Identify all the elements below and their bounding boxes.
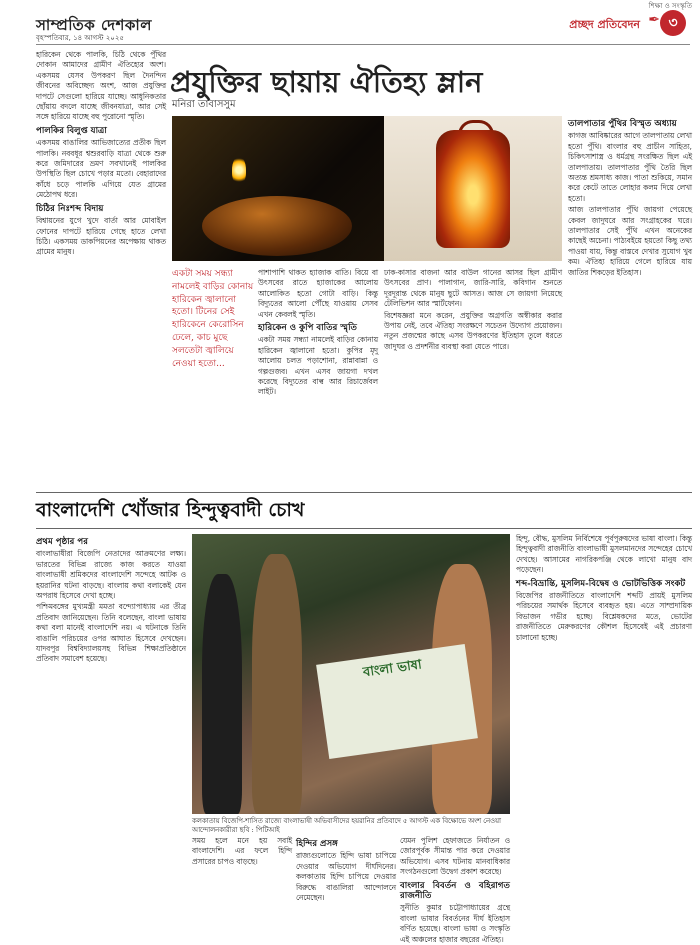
headline-rule xyxy=(36,528,692,529)
header-rule xyxy=(36,44,690,45)
paragraph: রাজ্যগুলোতে হিন্দি ভাষা চাপিয়ে দেওয়ার অভিযোগ দীর্ঘদিনের। কলকাতায় হিন্দি চাপিয়ে দেওয়ার বিরুদ্ধে বাঙালিরা আন্দোলনে নেমেছেন। xyxy=(296,851,396,903)
section-label: প্রচ্ছদ প্রতিবেদন xyxy=(569,18,640,31)
subheading: পালকির বিলুপ্ত যাত্রা xyxy=(36,125,107,136)
page-number: ৩ xyxy=(660,10,686,36)
protest-banner: বাংলা ভাষা xyxy=(316,644,478,759)
article1-column-4 xyxy=(568,116,692,490)
paragraph: ঢাক-কাসার বাজনা আর বাউল গানের আসর ছিল গ্রামীণ উৎসবের প্রাণ। পালাগান, জারি-সারি, কবিগান শুনতে দূরদূরান্ত থেকে মানুষ ছুটে আসত। আজ সে জায়গা নিয়েছে টেলিভিশন আর স্মার্টফোন। xyxy=(384,268,562,309)
protester xyxy=(202,574,242,814)
article2-headline: বাংলাদেশি খোঁজার হিন্দুত্ববাদী চোখ xyxy=(36,499,305,521)
paragraph: কাগজ আবিষ্কারের আগে তালপাতায় লেখা হতো পুঁথি। বাংলার বহু প্রাচীন সাহিত্য, চিকিৎসাশাস্ত্র ও ধর্মগ্রন্থ সংরক্ষিত ছিল এই তালপাতায়। তালপাতার পুঁথি তৈরি ছিল অত্যন্ত শ্রমসাধ্য কাজ। পাতা শুকিয়ে, সমান করে কেটে তাতে লোহার কলম দিয়ে লেখা হতো। xyxy=(568,131,692,203)
subheading: শব্দ-বিভ্রান্তি, মুসলিম-বিদ্বেষ ও ভোটভিত্তিক সংকট xyxy=(516,578,686,589)
publication-date: বৃহস্পতিবার, ১৪ আগস্ট ২০২৫ xyxy=(36,34,124,42)
paragraph: একটা সময় সন্ধ্যা নামলেই বাড়ির কোনায় হারিকেন জ্বালানো হতো। কুপির মৃদু আলোয় চলত পড়াশোনা, রান্নাবান্না ও গল্পগুজব। এখন এসব জায়গা দখল করেছে বিদ্যুতের বাল্ব আর রিচার্জেবল লাইট। xyxy=(258,335,378,397)
paragraph: বিশ্বায়নের যুগে খুদে বার্তা আর মোবাইল ফোনের দাপটে হারিয়ে গেছে হাতে লেখা চিঠি। একসময় ডাকপিয়নের অপেক্ষায় থাকত গ্রামের মানুষ। xyxy=(36,216,166,257)
protest-photo xyxy=(192,534,510,814)
article1-column-1 xyxy=(36,50,166,490)
masthead: সাম্প্রতিক দেশকাল xyxy=(36,16,152,34)
paragraph: একসময় বাঙালির আভিজাত্যের প্রতীক ছিল পালকি। নববধূর শ্বশুরবাড়ি যাত্রা থেকে শুরু করে জমিদারের ভ্রমণ সবখানেই পালকির উপস্থিতি ছিল চোখে পড়ার মতো। বেহারাদের কাঁধে চড়ে পালকি এগিয়ে যেত গ্রামের মেঠোপথ ধরে। xyxy=(36,138,166,200)
article2-below-photo-1 xyxy=(192,836,292,904)
paragraph: হারিকেন থেকে পালকি, চিঠি থেকে পুঁথির দোকান আমাদের গ্রামীণ ঐতিহ্যের অংশ। একসময় যেসব উপকরণ ছিল দৈনন্দিন জীবনের অবিচ্ছেদ্য অংশ, আজ প্রযুক্তির দাপটে সেগুলো হারিয়ে যাচ্ছে। আধুনিকতার ছোঁয়ায় বদলে যাচ্ছে জীবনযাত্রা, আর সেই সঙ্গে হারিয়ে যাচ্ছে বহু পুরোনো স্মৃতি। xyxy=(36,50,166,122)
article1-column-3 xyxy=(384,268,562,490)
paragraph: সুনীতি কুমার চট্টোপাধ্যায়ের গ্রন্থে বাংলা ভাষার বিবর্তনের দীর্ঘ ইতিহাস বর্ণিত হয়েছে। বাংলা ভাষা ও সংস্কৃতি এই অঞ্চলের হাজার বছরের ঐতিহ্য। xyxy=(400,903,510,944)
paragraph: যেমন পুলিশ হেফাজতে নির্যাতন ও জোরপূর্বক সীমান্ত পার করে দেওয়ার অভিযোগ। এসব ঘটনায় মানবাধিকার সংগঠনগুলো উদ্বেগ প্রকাশ করেছে। xyxy=(400,836,510,877)
subheading: বাংলার বিবর্তন ও বহিরাগত রাজনীতি xyxy=(400,880,510,902)
pull-quote: একটা সময় সন্ধ্যা নামলেই বাড়ির কোনায় হারিকেন জ্বালানো হতো। টিনের সেই হারিকেনে কেরোসিন ঢেলে, কাচ মুছে সলতেটা জ্বালিয়ে নেওয়া হতো... xyxy=(172,269,254,369)
paragraph: বাংলাভাষীরা বিজেপি নেতাদের আক্রমণের লক্ষ্য। ভারতের বিভিন্ন রাজ্যে কাজ করতে যাওয়া বাংলাভাষী শ্রমিকদের বাংলাদেশি সন্দেহে আটক ও হয়রানির ঘটনা বাড়ছে। বাংলায় কথা বলাকেই যেন অপরাধ হিসেবে দেখা হচ্ছে। xyxy=(36,549,186,601)
paragraph: বিশেষজ্ঞরা মনে করেন, প্রযুক্তির অগ্রগতি অস্বীকার করার উপায় নেই, তবে ঐতিহ্য সংরক্ষণে সচেতন উদ্যোগ প্রয়োজন। নতুন প্রজন্মের কাছে এসব উপকরণের ইতিহাস তুলে ধরতে জাদুঘর ও প্রদর্শনীর ব্যবস্থা করা যেতে পারে। xyxy=(384,310,562,351)
paragraph: পাশাপাশি থাকত হ্যাজাক বাতি। বিয়ে বা উৎসবের রাতে হ্যাজাকের আলোয় আলোকিত হতো গোটা বাড়ি। কিন্তু বিদ্যুতের আলো পৌঁছে যাওয়ায় সেসব এখন কেবলই স্মৃতি। xyxy=(258,268,378,319)
subheading: হিন্দির প্রসঙ্গ xyxy=(296,839,338,849)
oil-lamp-photo xyxy=(172,116,384,261)
lamp-base xyxy=(202,196,352,256)
article1-headline: প্রযুক্তির ছায়ায় ঐতিহ্য ম্লান xyxy=(170,65,483,99)
photo-caption xyxy=(192,817,510,835)
article2-below-photo-3 xyxy=(400,836,510,944)
article1-byline: মনিরা তাবাসসুম xyxy=(172,99,236,110)
article2-column-1 xyxy=(36,534,186,904)
caption-credit: ছবি : পিটিআই xyxy=(239,826,280,834)
subheading: হারিকেন ও কুপি বাতির স্মৃতি xyxy=(258,323,357,334)
flame xyxy=(232,156,246,184)
feather-icon: ✒ xyxy=(648,12,660,28)
lantern-photo xyxy=(384,116,562,261)
section-divider xyxy=(36,492,692,493)
paragraph: বিজেপির রাজনীতিতে বাংলাদেশি শব্দটি প্রায়ই মুসলিম পরিচয়ের সমার্থক হিসেবে ব্যবহৃত হয়। এতে সাম্প্রদায়িক বিভাজন গভীর হচ্ছে। বিশ্লেষকদের মতে, ভোটের রাজনীতিতে মেরুকরণের কৌশল হিসেবেই এই প্রচারণা চালানো হচ্ছে। xyxy=(516,591,692,642)
protester xyxy=(252,554,302,814)
lantern-glow xyxy=(436,130,510,248)
article2-below-photo-2 xyxy=(296,836,396,904)
caption-text: কলকাতায় বিজেপি-শাসিত রাজ্যে বাংলাভাষী অভিবাসীদের হয়রানির প্রতিবাদে ৫ আগস্ট এক বিক্ষোভে অংশ নেওয়া আন্দোলনকারীরা xyxy=(192,817,501,834)
subheading: চিঠির নিঃশব্দ বিদায় xyxy=(36,203,104,214)
paragraph: সময় হলে মনে হয় সবাই বাংলাদেশি। এর ফলে হিন্দি প্রসারের চাপও বাড়ছে। xyxy=(192,836,292,866)
subheading: তালপাতার পুঁথির বিস্মৃত অধ্যায় xyxy=(568,119,677,129)
continued-label: প্রথম পৃষ্ঠার পর xyxy=(36,537,88,547)
paragraph: পশ্চিমবঙ্গের মুখ্যমন্ত্রী মমতা বন্দ্যোপাধ্যায় এর তীব্র প্রতিবাদ জানিয়েছেন। তিনি বলেছেন, বাংলা ভাষায় কথা বলা মানেই বাংলাদেশি নয়। এ ঘটনাকে তিনি বাঙালি পরিচয়ের ওপর আঘাত হিসেবে দেখছেন। যাদবপুর বিশ্ববিদ্যালয়সহ বিভিন্ন শিক্ষাপ্রতিষ্ঠানে প্রতিবাদ সমাবেশ হয়েছে। xyxy=(36,602,186,664)
paragraph: হিন্দু, বৌদ্ধ, মুসলিম নির্বিশেষে পূর্বপুরুষদের ভাষা বাংলা। কিন্তু হিন্দুত্ববাদী রাজনীতি বাংলাভাষী মুসলমানদের সন্দেহের চোখে দেখছে। আসামের নাগরিকপঞ্জি থেকে লাখো মানুষ বাদ পড়েছেন। xyxy=(516,534,692,575)
article2-column-right xyxy=(516,534,692,904)
article1-column-2 xyxy=(258,268,378,490)
paragraph: আজ তালপাতার পুঁথি জায়গা পেয়েছে কেবল জাদুঘরে আর সংগ্রাহকের ঘরে। তালপাতার সেই পুঁথি এখন অনেকের কাছেই অচেনা। পাঠ্যবইয়ে হয়তো কিছু তথ্য পাওয়া যায়, কিন্তু বাস্তবে দেখার সুযোগ খুব কম। ঐতিহ্য হারিয়ে গেলে হারিয়ে যায় জাতির শিকড়ের ইতিহাস। xyxy=(568,205,692,277)
page-header-tag: শিক্ষা ও সংস্কৃতি xyxy=(648,2,692,10)
